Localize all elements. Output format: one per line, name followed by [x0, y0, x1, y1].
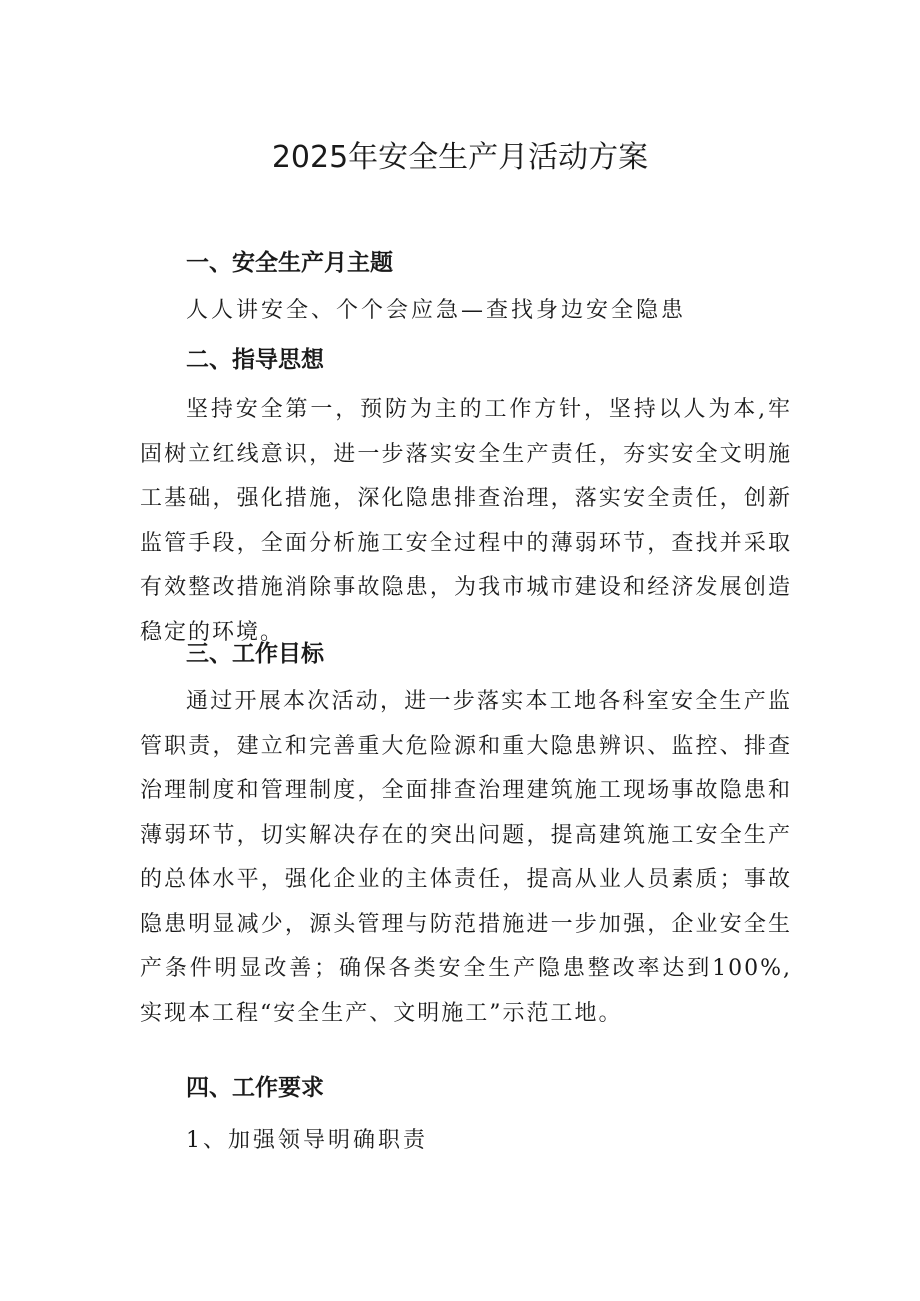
section-heading-guiding-ideology: 二、指导思想 — [186, 347, 324, 373]
guiding-ideology-paragraph: 坚持安全第一，预防为主的工作方针，坚持以人为本,牢固树立红线意识，进一步落实安全生产责任，夯实安全文明施工基础，强化措施，深化隐患排查治理，落实安全责任，创新监管手段，全面分析施工安全过程中的薄弱环节，查找并采取有效整改措施消除事故隐患，为我市城市建设和经济发展创造稳定的环境。 — [140, 397, 792, 645]
document-title: 2025年安全生产月活动方案 — [271, 140, 649, 175]
theme-text: 人人讲安全、个个会应急—查找身边安全隐患 — [186, 298, 687, 323]
section-heading-work-requirements: 四、工作要求 — [186, 1075, 324, 1101]
section-heading-work-goals: 三、工作目标 — [186, 641, 324, 667]
work-goals-paragraph: 通过开展本次活动，进一步落实本工地各科室安全生产监管职责，建立和完善重大危险源和重大隐患辨识、监控、排查治理制度和管理制度，全面排查治理建筑施工现场事故隐患和薄弱环节，切实解决存在的突出问题，提高建筑施工安全生产的总体水平，强化企业的主体责任，提高从业人员素质；事故隐患明显减少，源头管理与防范措施进一步加强，企业安全生产条件明显改善；确保各类安全生产隐患整改率达到100%,实现本工程“安全生产、文明施工”示范工地。 — [140, 689, 792, 1026]
section-heading-theme: 一、安全生产月主题 — [186, 250, 393, 276]
requirement-item-1: 1、加强领导明确职责 — [186, 1128, 428, 1153]
